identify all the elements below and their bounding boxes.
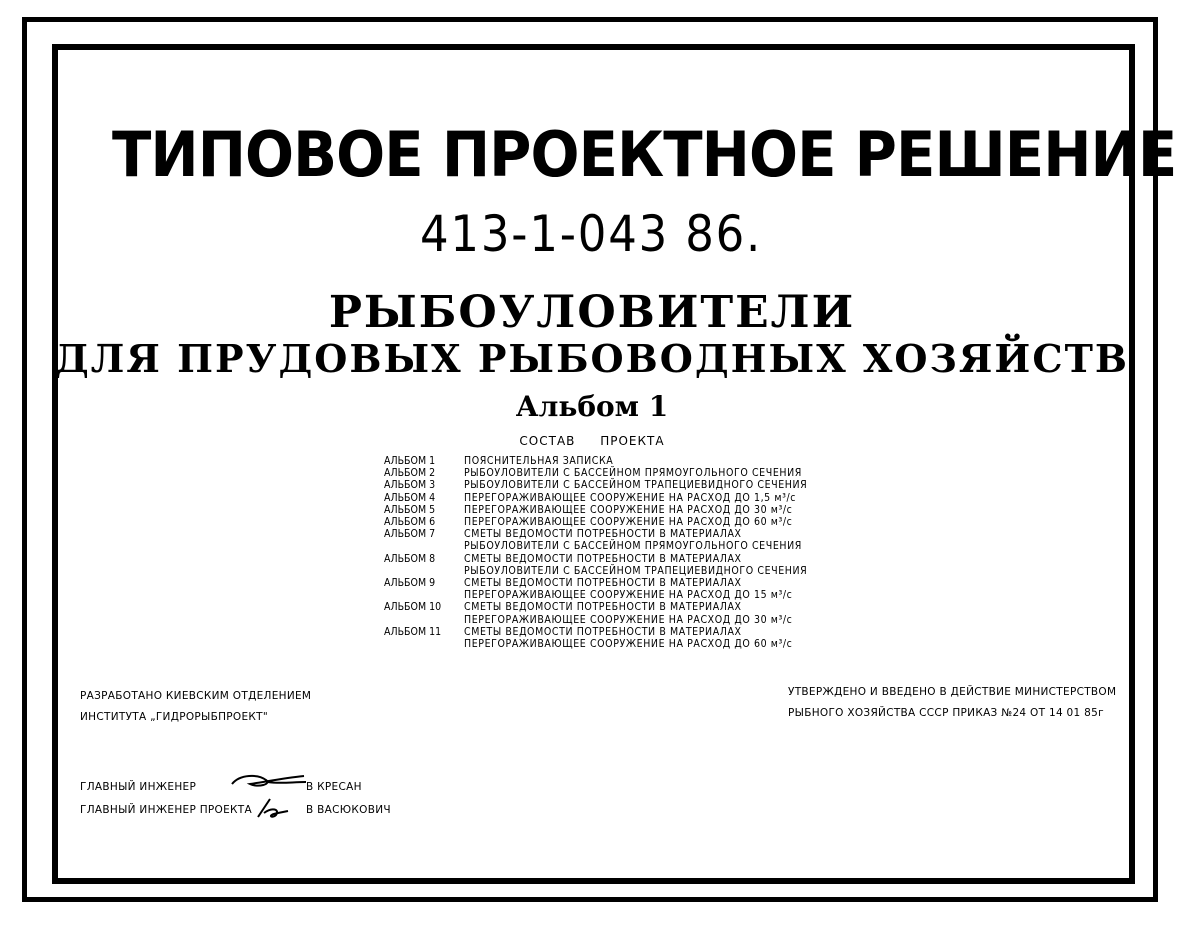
composition-row bbox=[384, 589, 807, 601]
album-number: АЛЬБОМ 2 bbox=[384, 467, 436, 480]
album-description: СМЕТЫ ВЕДОМОСТИ ПОТРЕБНОСТИ В МАТЕРИАЛАХ bbox=[464, 625, 742, 638]
album-description: СМЕТЫ ВЕДОМОСТИ ПОТРЕБНОСТИ В МАТЕРИАЛАХ bbox=[464, 528, 742, 541]
composition-row bbox=[384, 479, 807, 491]
album-number: АЛЬБОМ 11 bbox=[384, 625, 442, 638]
composition-row bbox=[384, 638, 807, 650]
composition-row bbox=[384, 626, 807, 638]
album-number: АЛЬБОМ 7 bbox=[384, 528, 436, 541]
subtitle-line-1: РЫБОУЛОВИТЕЛИ bbox=[328, 287, 856, 338]
composition-row bbox=[384, 528, 807, 540]
composition-row bbox=[384, 516, 807, 528]
album-description: ПЕРЕГОРАЖИВАЮЩЕЕ СООРУЖЕНИЕ НА РАСХОД ДО 30 м³/с bbox=[464, 503, 793, 516]
album-description: ПЕРЕГОРАЖИВАЮЩЕЕ СООРУЖЕНИЕ НА РАСХОД ДО 60 м³/с bbox=[464, 516, 793, 529]
developer-line-1: РАЗРАБОТАНО КИЕВСКИМ ОТДЕЛЕНИЕМ bbox=[80, 690, 312, 702]
subtitle-line-2: ДЛЯ ПРУДОВЫХ РЫБОВОДНЫХ ХОЗЯЙСТВ bbox=[55, 336, 1129, 381]
album-label: Альбом 1 bbox=[515, 390, 669, 423]
album-number bbox=[384, 540, 464, 552]
composition-heading: СОСТАВ ПРОЕКТА bbox=[519, 434, 665, 448]
composition-row bbox=[384, 553, 807, 565]
signature-name: В ВАСЮКОВИЧ bbox=[306, 804, 391, 816]
composition-row bbox=[384, 577, 807, 589]
album-number: АЛЬБОМ 9 bbox=[384, 577, 436, 590]
composition-row bbox=[384, 565, 807, 577]
album-description: ПЕРЕГОРАЖИВАЮЩЕЕ СООРУЖЕНИЕ НА РАСХОД ДО 60 м³/с bbox=[464, 638, 793, 651]
album-number: АЛЬБОМ 4 bbox=[384, 491, 436, 504]
approval-line-1: УТВЕРЖДЕНО И ВВЕДЕНО В ДЕЙСТВИЕ МИНИСТЕРСТВОМ bbox=[788, 686, 1117, 698]
developer-block bbox=[80, 686, 311, 728]
project-code: 413-1-043 86. bbox=[420, 205, 763, 263]
approval-line-2: РЫБНОГО ХОЗЯЙСТВА СССР ПРИКАЗ №24 ОТ 14 01 85г bbox=[788, 707, 1104, 719]
album-description: РЫБОУЛОВИТЕЛИ С БАССЕЙНОМ ПРЯМОУГОЛЬНОГО СЕЧЕНИЯ bbox=[464, 540, 802, 553]
signature-role: ГЛАВНЫЙ ИНЖЕНЕР ПРОЕКТА bbox=[80, 804, 253, 816]
album-description: ПЕРЕГОРАЖИВАЮЩЕЕ СООРУЖЕНИЕ НА РАСХОД ДО 30 м³/с bbox=[464, 613, 793, 626]
album-description: СМЕТЫ ВЕДОМОСТИ ПОТРЕБНОСТИ В МАТЕРИАЛАХ bbox=[464, 577, 742, 590]
album-description: ПЕРЕГОРАЖИВАЮЩЕЕ СООРУЖЕНИЕ НА РАСХОД ДО 1,5 м³/с bbox=[464, 491, 797, 504]
signature-name: В КРЕСАН bbox=[306, 781, 362, 793]
handwritten-signature bbox=[228, 770, 308, 794]
signature-role: ГЛАВНЫЙ ИНЖЕНЕР bbox=[80, 781, 197, 793]
album-number: АЛЬБОМ 5 bbox=[384, 503, 436, 516]
album-description: РЫБОУЛОВИТЕЛИ С БАССЕЙНОМ ТРАПЕЦИЕВИДНОГО СЕЧЕНИЯ bbox=[464, 479, 808, 492]
album-number: АЛЬБОМ 1 bbox=[384, 455, 436, 467]
approval-block bbox=[788, 682, 1116, 724]
album-number: АЛЬБОМ 3 bbox=[384, 479, 436, 492]
handwritten-signature bbox=[254, 795, 294, 821]
composition-row bbox=[384, 455, 807, 467]
composition-row bbox=[384, 467, 807, 479]
composition-list bbox=[384, 455, 807, 650]
album-description: ПОЯСНИТЕЛЬНАЯ ЗАПИСКА bbox=[464, 455, 614, 467]
album-number: АЛЬБОМ 8 bbox=[384, 552, 436, 565]
document-title: ТИПОВОЕ ПРОЕКТНОЕ РЕШЕНИЕ bbox=[112, 118, 1177, 191]
album-number: АЛЬБОМ 10 bbox=[384, 601, 442, 614]
composition-row bbox=[384, 601, 807, 613]
album-number: АЛЬБОМ 6 bbox=[384, 516, 436, 529]
composition-row bbox=[384, 540, 807, 552]
developer-line-2: ИНСТИТУТА „ГИДРОРЫБПРОЕКТ" bbox=[80, 711, 269, 723]
album-description: РЫБОУЛОВИТЕЛИ С БАССЕЙНОМ ТРАПЕЦИЕВИДНОГО СЕЧЕНИЯ bbox=[464, 564, 808, 577]
composition-row bbox=[384, 504, 807, 516]
album-number bbox=[384, 589, 464, 601]
album-description: СМЕТЫ ВЕДОМОСТИ ПОТРЕБНОСТИ В МАТЕРИАЛАХ bbox=[464, 601, 742, 614]
album-number bbox=[384, 565, 464, 577]
album-number bbox=[384, 638, 464, 650]
album-description: ПЕРЕГОРАЖИВАЮЩЕЕ СООРУЖЕНИЕ НА РАСХОД ДО 15 м³/с bbox=[464, 589, 793, 602]
composition-row bbox=[384, 614, 807, 626]
album-description: РЫБОУЛОВИТЕЛИ С БАССЕЙНОМ ПРЯМОУГОЛЬНОГО СЕЧЕНИЯ bbox=[464, 467, 802, 480]
album-number bbox=[384, 614, 464, 626]
album-description: СМЕТЫ ВЕДОМОСТИ ПОТРЕБНОСТИ В МАТЕРИАЛАХ bbox=[464, 552, 742, 565]
composition-row bbox=[384, 492, 807, 504]
